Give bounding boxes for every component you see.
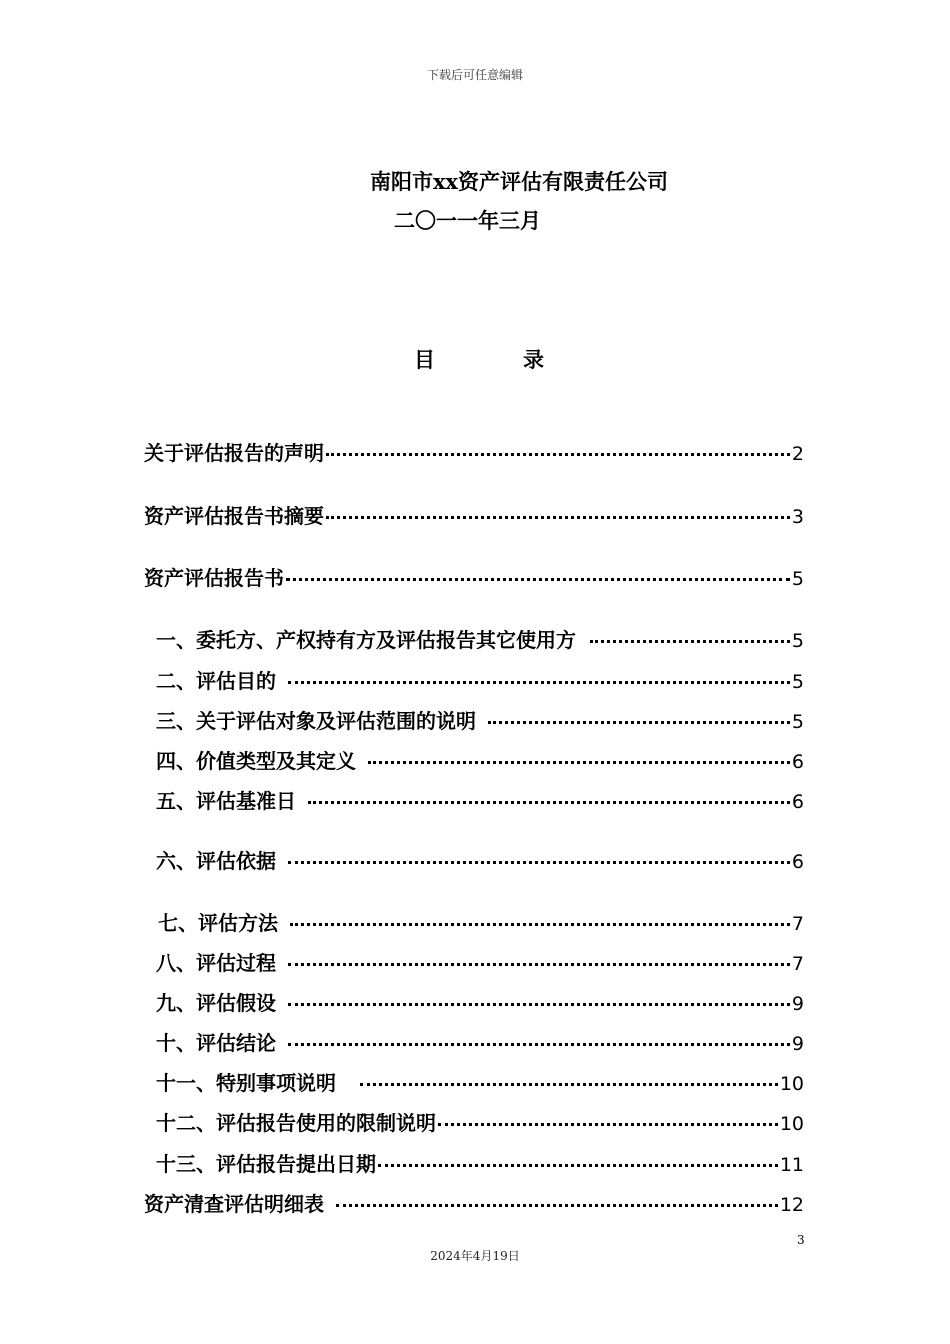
toc-entry-label: 五、评估基准日 [156,789,296,813]
toc-leader [590,640,790,643]
toc-entry[interactable] [144,562,804,591]
toc-leader [488,721,790,724]
toc-leader [290,923,790,926]
toc-leader [378,1164,778,1167]
toc-entry-label: 六、评估依据 [156,849,276,873]
toc-leader [360,1083,778,1086]
toc-entry-page: 9 [791,993,804,1015]
toc-entry[interactable] [144,500,804,529]
toc-entry[interactable] [156,785,804,814]
toc-entry[interactable] [156,624,804,653]
toc-entry-label: 资产评估报告书摘要 [144,504,324,528]
toc-entry-page: 5 [791,568,804,590]
toc-leader [326,516,790,519]
toc-leader [308,801,790,804]
toc-entry-page: 10 [779,1113,804,1135]
toc-entry-page: 6 [791,751,804,773]
toc-leader [288,861,790,864]
toc-entry[interactable] [156,1027,804,1056]
toc-entry[interactable] [156,1148,804,1177]
toc-entry-label: 三、关于评估对象及评估范围的说明 [156,709,476,733]
toc-entry-label: 二、评估目的 [156,669,276,693]
toc-leader [288,963,790,966]
report-date: 二〇一一年三月 [394,208,541,233]
toc-entry[interactable] [156,947,804,976]
toc-entry-page: 5 [791,630,804,652]
toc-entry-label: 十三、评估报告提出日期 [156,1152,376,1176]
toc-entry-page: 10 [779,1073,804,1095]
toc-entry[interactable] [156,1067,804,1096]
toc-entry-label: 四、价值类型及其定义 [156,749,356,773]
toc-entry-label: 七、评估方法 [158,911,278,935]
toc-leader [286,578,790,581]
toc-entry[interactable] [156,987,804,1016]
toc-entry-label: 十一、特别事项说明 [156,1071,336,1095]
toc-entry-label: 资产清查评估明细表 [144,1192,324,1216]
toc-entry-label: 十二、评估报告使用的限制说明 [156,1111,436,1135]
toc-entry-page: 3 [791,506,804,528]
page-number: 3 [797,1233,805,1247]
toc-entry-page: 9 [791,1033,804,1055]
toc-leader [438,1123,778,1126]
toc-entry-label: 一、委托方、产权持有方及评估报告其它使用方 [156,628,576,652]
toc-leader [288,681,790,684]
toc-title-left: 目 [414,347,435,372]
toc-entry[interactable] [158,907,804,936]
page-header: 下载后可任意编辑 [426,68,523,82]
toc-leader [288,1003,790,1006]
toc-entry-label: 九、评估假设 [156,991,276,1015]
toc-entry[interactable] [156,745,804,774]
toc-entry[interactable] [156,705,804,734]
toc-title-right: 录 [523,347,544,372]
toc-entry-page: 12 [779,1194,804,1216]
toc-entry-page: 6 [791,791,804,813]
toc-entry-page: 11 [779,1154,804,1176]
toc-entry-page: 6 [791,851,804,873]
company-name: 南阳市xx资产评估有限责任公司 [370,169,669,194]
toc-entry-label: 十、评估结论 [156,1031,276,1055]
toc-entry-label: 资产评估报告书 [144,566,284,590]
toc-leader [368,761,790,764]
toc-entry[interactable] [156,845,804,874]
page-footer-date: 2024年4月19日 [430,1249,520,1263]
toc-entry[interactable] [144,437,804,466]
toc-entry[interactable] [156,1107,804,1136]
toc-entry-label: 关于评估报告的声明 [144,441,324,465]
toc-entry-label: 八、评估过程 [156,951,276,975]
toc-entry-page: 7 [791,913,804,935]
toc-leader [326,453,790,456]
toc-leader [336,1204,778,1207]
toc-entry-page: 7 [791,953,804,975]
toc-entry-page: 5 [791,711,804,733]
toc-entry[interactable] [144,1188,804,1217]
toc-entry[interactable] [156,665,804,694]
toc-leader [288,1043,790,1046]
toc-entry-page: 5 [791,671,804,693]
toc-entry-page: 2 [791,443,804,465]
